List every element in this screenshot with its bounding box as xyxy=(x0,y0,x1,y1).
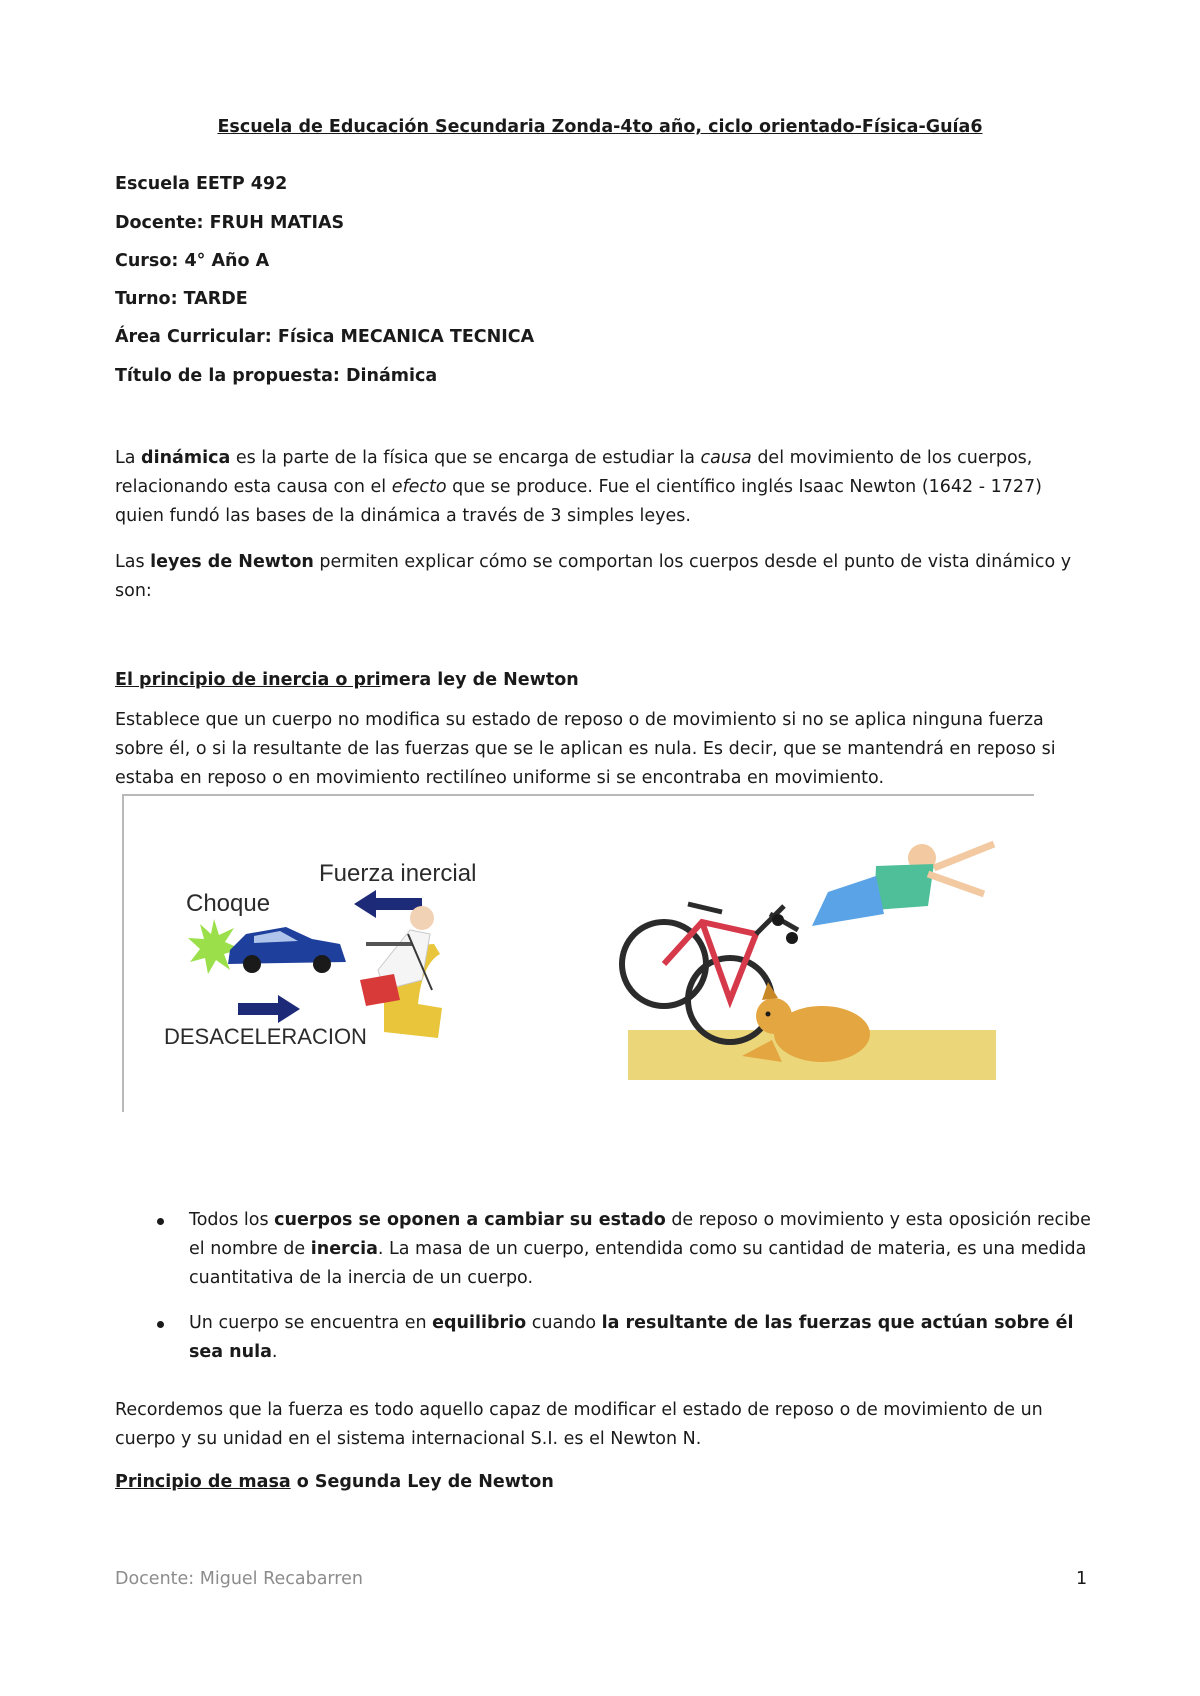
page-number: 1 xyxy=(1076,1569,1088,1589)
course-line: Curso: 4° Año A xyxy=(115,251,270,271)
bullet-dot-icon xyxy=(157,1321,164,1328)
impact-flash-icon xyxy=(188,919,241,974)
deceleration-label: DESACELERACION xyxy=(164,1024,367,1049)
figure-top-border xyxy=(122,794,1034,796)
bullet-dot-icon xyxy=(157,1218,164,1225)
section-heading-mass: Principio de masa o Segunda Ley de Newton xyxy=(115,1472,554,1492)
list-item: Todos los cuerpos se oponen a cambiar su estado de reposo o movimiento y esta oposición recibe el nombre de inercia. La masa de un cuerpo, entendida como su cantidad de materia, es una medida cuantitativa de la inercia de un cuerpo. xyxy=(115,1206,1095,1293)
intro-paragraph: La dinámica es la parte de la física que se encarga de estudiar la causa del movimiento de los cuerpos, relacionando esta causa con el efecto que se produce. Fue el científico inglés Isaac Newton (1642 - 1727) quien fundó las bases de la dinámica a través de 3 simples leyes. xyxy=(115,448,1042,526)
force-label: Fuerza inercial xyxy=(319,860,477,887)
page-title: Escuela de Educación Secundaria Zonda-4to año, ciclo orientado-Física-Guía6 xyxy=(217,117,983,137)
section-heading-inertia: El principio de inercia o primera ley de Newton xyxy=(115,670,579,690)
school-line: Escuela EETP 492 xyxy=(115,174,288,194)
inertia-bullets xyxy=(115,1206,1095,1383)
crash-label: Choque xyxy=(186,890,271,917)
laws-paragraph: Las leyes de Newton permiten explicar cómo se comportan los cuerpos desde el punto de vista dinámico y son: xyxy=(115,552,1072,601)
figure-left-border xyxy=(122,794,124,1112)
driver-seat-icon xyxy=(360,906,442,1038)
flying-boy-icon xyxy=(772,844,994,944)
inertia-illustration xyxy=(122,794,1034,1112)
proposal-line: Título de la propuesta: Dinámica xyxy=(115,366,438,386)
inertia-paragraph: Establece que un cuerpo no modifica su estado de reposo o de movimiento si no se aplica ninguna fuerza sobre él, o si la resultante de las fuerzas que se le aplican es nula. Es decir, que se mantendrá en reposo si estaba en reposo o en movimiento rectilíneo uniforme si se encontraba en movimiento. xyxy=(115,710,1056,788)
footer-teacher: Docente: Miguel Recabarren xyxy=(115,1569,363,1589)
dog-icon xyxy=(742,982,870,1062)
shift-line: Turno: TARDE xyxy=(115,289,248,309)
force-paragraph: Recordemos que la fuerza es todo aquello capaz de modificar el estado de reposo o de movimiento de un cuerpo y su unidad en el sistema internacional S.I. es el Newton N. xyxy=(115,1400,1043,1449)
area-line: Área Curricular: Física MECANICA TECNICA xyxy=(115,327,535,347)
deceleration-arrow-icon xyxy=(238,995,300,1023)
teacher-line: Docente: FRUH MATIAS xyxy=(115,213,345,233)
list-item: Un cuerpo se encuentra en equilibrio cuando la resultante de las fuerzas que actúan sobre él sea nula. xyxy=(115,1309,1095,1367)
car-icon xyxy=(228,927,346,973)
inertia-figure-svg xyxy=(122,794,1034,1112)
